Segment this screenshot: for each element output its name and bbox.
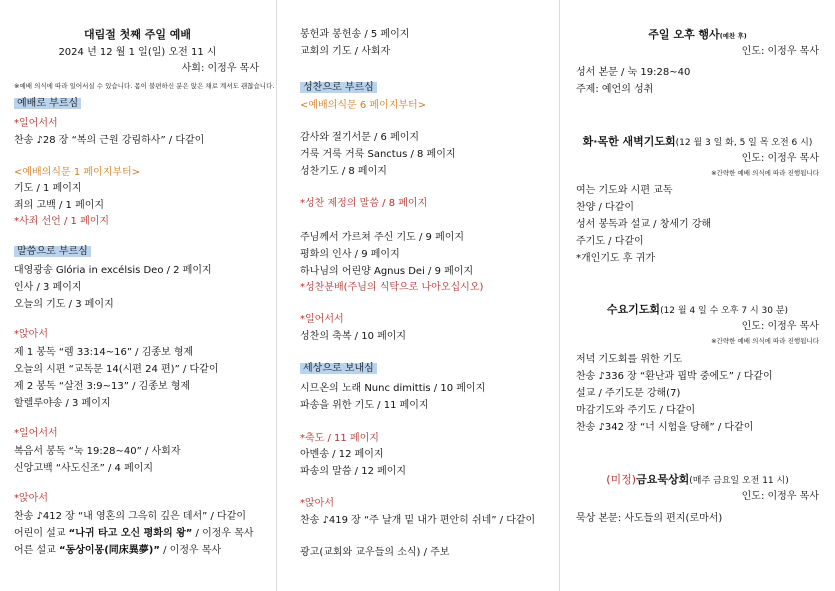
section-call-to-word: 말씀으로 부르심	[14, 246, 91, 257]
sit-cue: *앉아서	[14, 493, 48, 504]
leader: 인도: 이정우 목사	[741, 491, 819, 502]
fold-line-left	[276, 0, 277, 591]
section-call-to-eucharist: 성찬으로 부르심	[300, 82, 377, 93]
order-item: 오늘의 기도 / 3 페이지	[14, 299, 114, 310]
afternoon-title: 주일 오후 행사(예찬 후)	[648, 28, 747, 41]
event-item: 성서 본문 / 눅 19:28~40	[576, 67, 691, 78]
wednesday-prayer-title: 수요기도회(12 월 4 일 수 오후 7 시 30 분)	[606, 303, 789, 316]
leader: 인도: 이정우 목사	[741, 321, 819, 332]
event-item: *개인기도 후 귀가	[576, 253, 655, 264]
event-item: 묵상 본문: 사도들의 편지(로마서)	[576, 513, 723, 524]
adult-sermon: 어른 설교 “동상이몽(同床異夢)” / 이정우 목사	[14, 545, 222, 556]
column-weekly-events	[560, 0, 835, 591]
event-item: 여는 기도와 시편 교독	[576, 185, 673, 196]
order-item: *성찬 제정의 말씀 / 8 페이지	[300, 198, 428, 209]
event-item: 찬송 ♪336 장 “환난과 핍박 중에도” / 다같이	[576, 371, 773, 382]
hymn-item: 찬송 ♪419 장 “주 날개 밑 내가 편안히 쉬네” / 다같이	[300, 515, 536, 526]
order-item: *축도 / 11 페이지	[300, 433, 379, 444]
ritual-reference: <예배의식문 6 페이지부터>	[300, 100, 427, 111]
leader: 인도: 이정우 목사	[741, 46, 819, 57]
event-item: 성서 봉독과 설교 / 창세기 강해	[576, 219, 712, 230]
order-item: 성찬기도 / 8 페이지	[300, 166, 387, 177]
hymn-item: 찬송 ♪28 장 “복의 근원 강림하사” / 다같이	[14, 135, 205, 146]
sit-cue: *앉아서	[300, 498, 334, 509]
dawn-prayer-title: 화·목한 새벽기도회(12 월 3 일 화, 5 일 목 오전 6 시)	[582, 135, 813, 148]
order-item: 거룩 거룩 거룩 Sanctus / 8 페이지	[300, 149, 456, 160]
notice: ※간략한 예배 의식에 따라 진행됩니다	[711, 337, 819, 345]
order-item: *사죄 선언 / 1 페이지	[14, 216, 110, 227]
event-item: 설교 / 주기도문 강해(7)	[576, 388, 681, 399]
event-item: 주제: 예언의 성취	[576, 84, 654, 95]
order-item: 제 2 봉독 “살전 3:9~13” / 김종보 형제	[14, 381, 191, 392]
notice: ※간략한 예배 의식에 따라 진행됩니다	[711, 169, 819, 177]
order-item: 할렐루야송 / 3 페이지	[14, 398, 111, 409]
leader: 인도: 이정우 목사	[741, 153, 819, 164]
order-item: 교회의 기도 / 사회자	[300, 46, 391, 57]
order-item: *성찬분배(주님의 식탁으로 나아오십시오)	[300, 282, 484, 293]
notice: ※예배 의식에 따라 일어서실 수 있습니다. 몸이 불편하신 분은 앉은 채로 계셔도 괜찮습니다.	[14, 82, 275, 90]
worship-title: 대림절 첫째 주일 예배	[83, 28, 192, 41]
stand-cue: *일어서서	[14, 118, 58, 129]
order-item: 광고(교회와 교우들의 소식) / 주보	[300, 547, 450, 558]
column-eucharist	[278, 0, 558, 591]
section-sending: 세상으로 보내심	[300, 363, 377, 374]
order-item: 하나님의 어린양 Agnus Dei / 9 페이지	[300, 266, 474, 277]
order-item: 제 1 봉독 “렘 33:14~16” / 김종보 형제	[14, 347, 194, 358]
order-item: 감사와 절기서문 / 6 페이지	[300, 132, 420, 143]
hymn-item: 찬송 ♪412 장 “내 영혼의 그윽히 깊은 데서” / 다같이	[14, 511, 247, 522]
column-morning-worship	[0, 0, 275, 591]
kids-sermon: 어린이 설교 “나귀 타고 오신 평화의 왕” / 이정우 목사	[14, 528, 254, 539]
ritual-reference: <예배의식문 1 페이지부터>	[14, 167, 141, 178]
event-item: 마감기도와 주기도 / 다같이	[576, 405, 696, 416]
order-item: 봉헌과 봉헌송 / 5 페이지	[300, 29, 410, 40]
event-item: 주기도 / 다같이	[576, 236, 644, 247]
order-item: 대영광송 Glória in excélsis Deo / 2 페이지	[14, 265, 212, 276]
stand-cue: *일어서서	[300, 314, 344, 325]
section-call-to-worship: 예배로 부르심	[14, 98, 81, 109]
sit-cue: *앉아서	[14, 329, 48, 340]
order-item: 복음서 봉독 “눅 19:28~40” / 사회자	[14, 446, 181, 457]
order-item: 인사 / 3 페이지	[14, 282, 82, 293]
event-item: 저녁 기도회를 위한 기도	[576, 354, 683, 365]
order-item: 기도 / 1 페이지	[14, 183, 82, 194]
order-item: 파송을 위한 기도 / 11 페이지	[300, 400, 429, 411]
order-item: 파송의 말씀 / 12 페이지	[300, 466, 407, 477]
order-item: 성찬의 축복 / 10 페이지	[300, 331, 407, 342]
order-item: 아멘송 / 12 페이지	[300, 449, 384, 460]
event-item: 찬송 ♪342 장 “너 시험을 당해” / 다같이	[576, 422, 754, 433]
order-item: 주님께서 가르쳐 주신 기도 / 9 페이지	[300, 232, 465, 243]
order-item: 죄의 고백 / 1 페이지	[14, 200, 105, 211]
presider: 사회: 이정우 목사	[181, 63, 259, 74]
order-item: 시므온의 노래 Nunc dimittis / 10 페이지	[300, 383, 486, 394]
event-item: 찬양 / 다같이	[576, 202, 635, 213]
order-item: 평화의 인사 / 9 페이지	[300, 249, 400, 260]
order-item: 오늘의 시편 “교독문 14(시편 24 편)” / 다같이	[14, 364, 219, 375]
order-item: 신앙고백 “사도신조” / 4 페이지	[14, 463, 154, 474]
worship-date: 2024 년 12 월 1 일(일) 오전 11 시	[58, 47, 217, 58]
stand-cue: *일어서서	[14, 428, 58, 439]
friday-meditation-title: (미정)금요묵상회(매주 금요일 오전 11 시)	[606, 473, 789, 486]
